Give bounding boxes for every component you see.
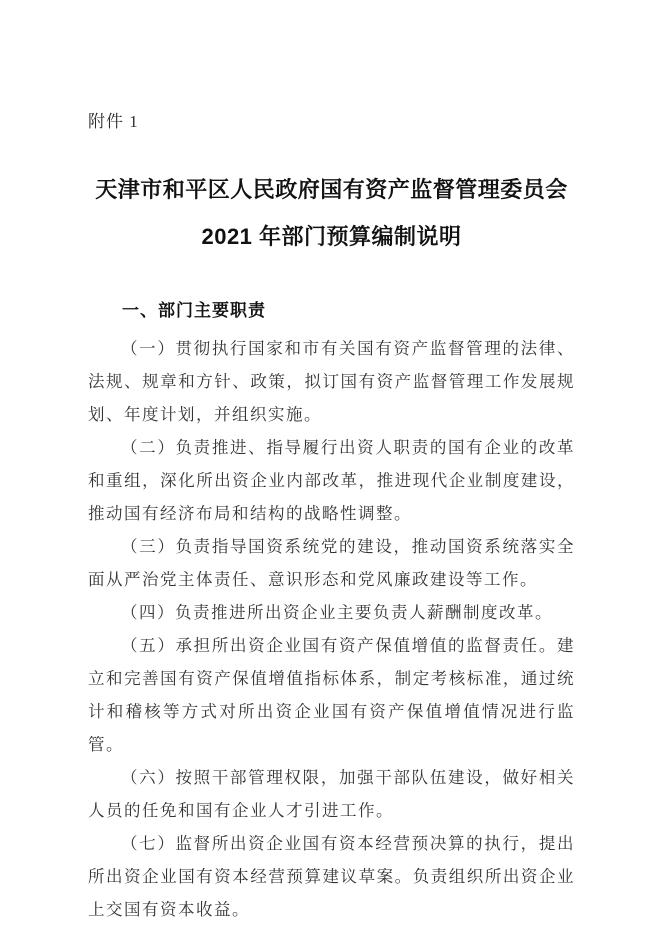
document-title-line2: 2021 年部门预算编制说明 [201, 224, 462, 249]
paragraph-duty-4: （四）负责推进所出资企业主要负责人薪酬制度改革。 [121, 603, 553, 622]
paragraph-duty-1: （一）贯彻执行国家和市有关国有资产监督管理的法律、法规、规章和方针、政策，拟订国有资产监督管理工作发展规划、年度计划，并组织实施。 [88, 339, 575, 424]
paragraph-duty-2: （二）负责推进、指导履行出资人职责的国有企业的改革和重组，深化所出资企业内部改革，推进现代企业制度建设，推动国有经济布局和结构的战略性调整。 [88, 438, 575, 523]
paragraph-duty-7: （七）监督所出资企业国有资本经营预决算的执行，提出所出资企业国有资本经营预算建议草案。负责组织所出资企业上交国有资本收益。 [88, 834, 575, 919]
section-heading-main-duties: 一、部门主要职责 [122, 301, 266, 320]
paragraph-duty-5: （五）承担所出资企业国有资产保值增值的监督责任。建立和完善国有资产保值增值指标体系，制定考核标准，通过统计和稽核等方式对所出资企业国有资产保值增值情况进行监管。 [88, 636, 575, 754]
attachment-label: 附件 1 [88, 112, 139, 131]
paragraph-duty-6: （六）按照干部管理权限，加强干部队伍建设，做好相关人员的任免和国有企业人才引进工作。 [88, 768, 575, 820]
document-title [88, 166, 575, 260]
document-body [88, 332, 575, 926]
document-title-line1: 天津市和平区人民政府国有资产监督管理委员会 [95, 177, 568, 202]
paragraph-duty-3: （三）负责指导国资系统党的建设，推动国资系统落实全面从严治党主体责任、意识形态和党风廉政建设等工作。 [88, 537, 575, 589]
